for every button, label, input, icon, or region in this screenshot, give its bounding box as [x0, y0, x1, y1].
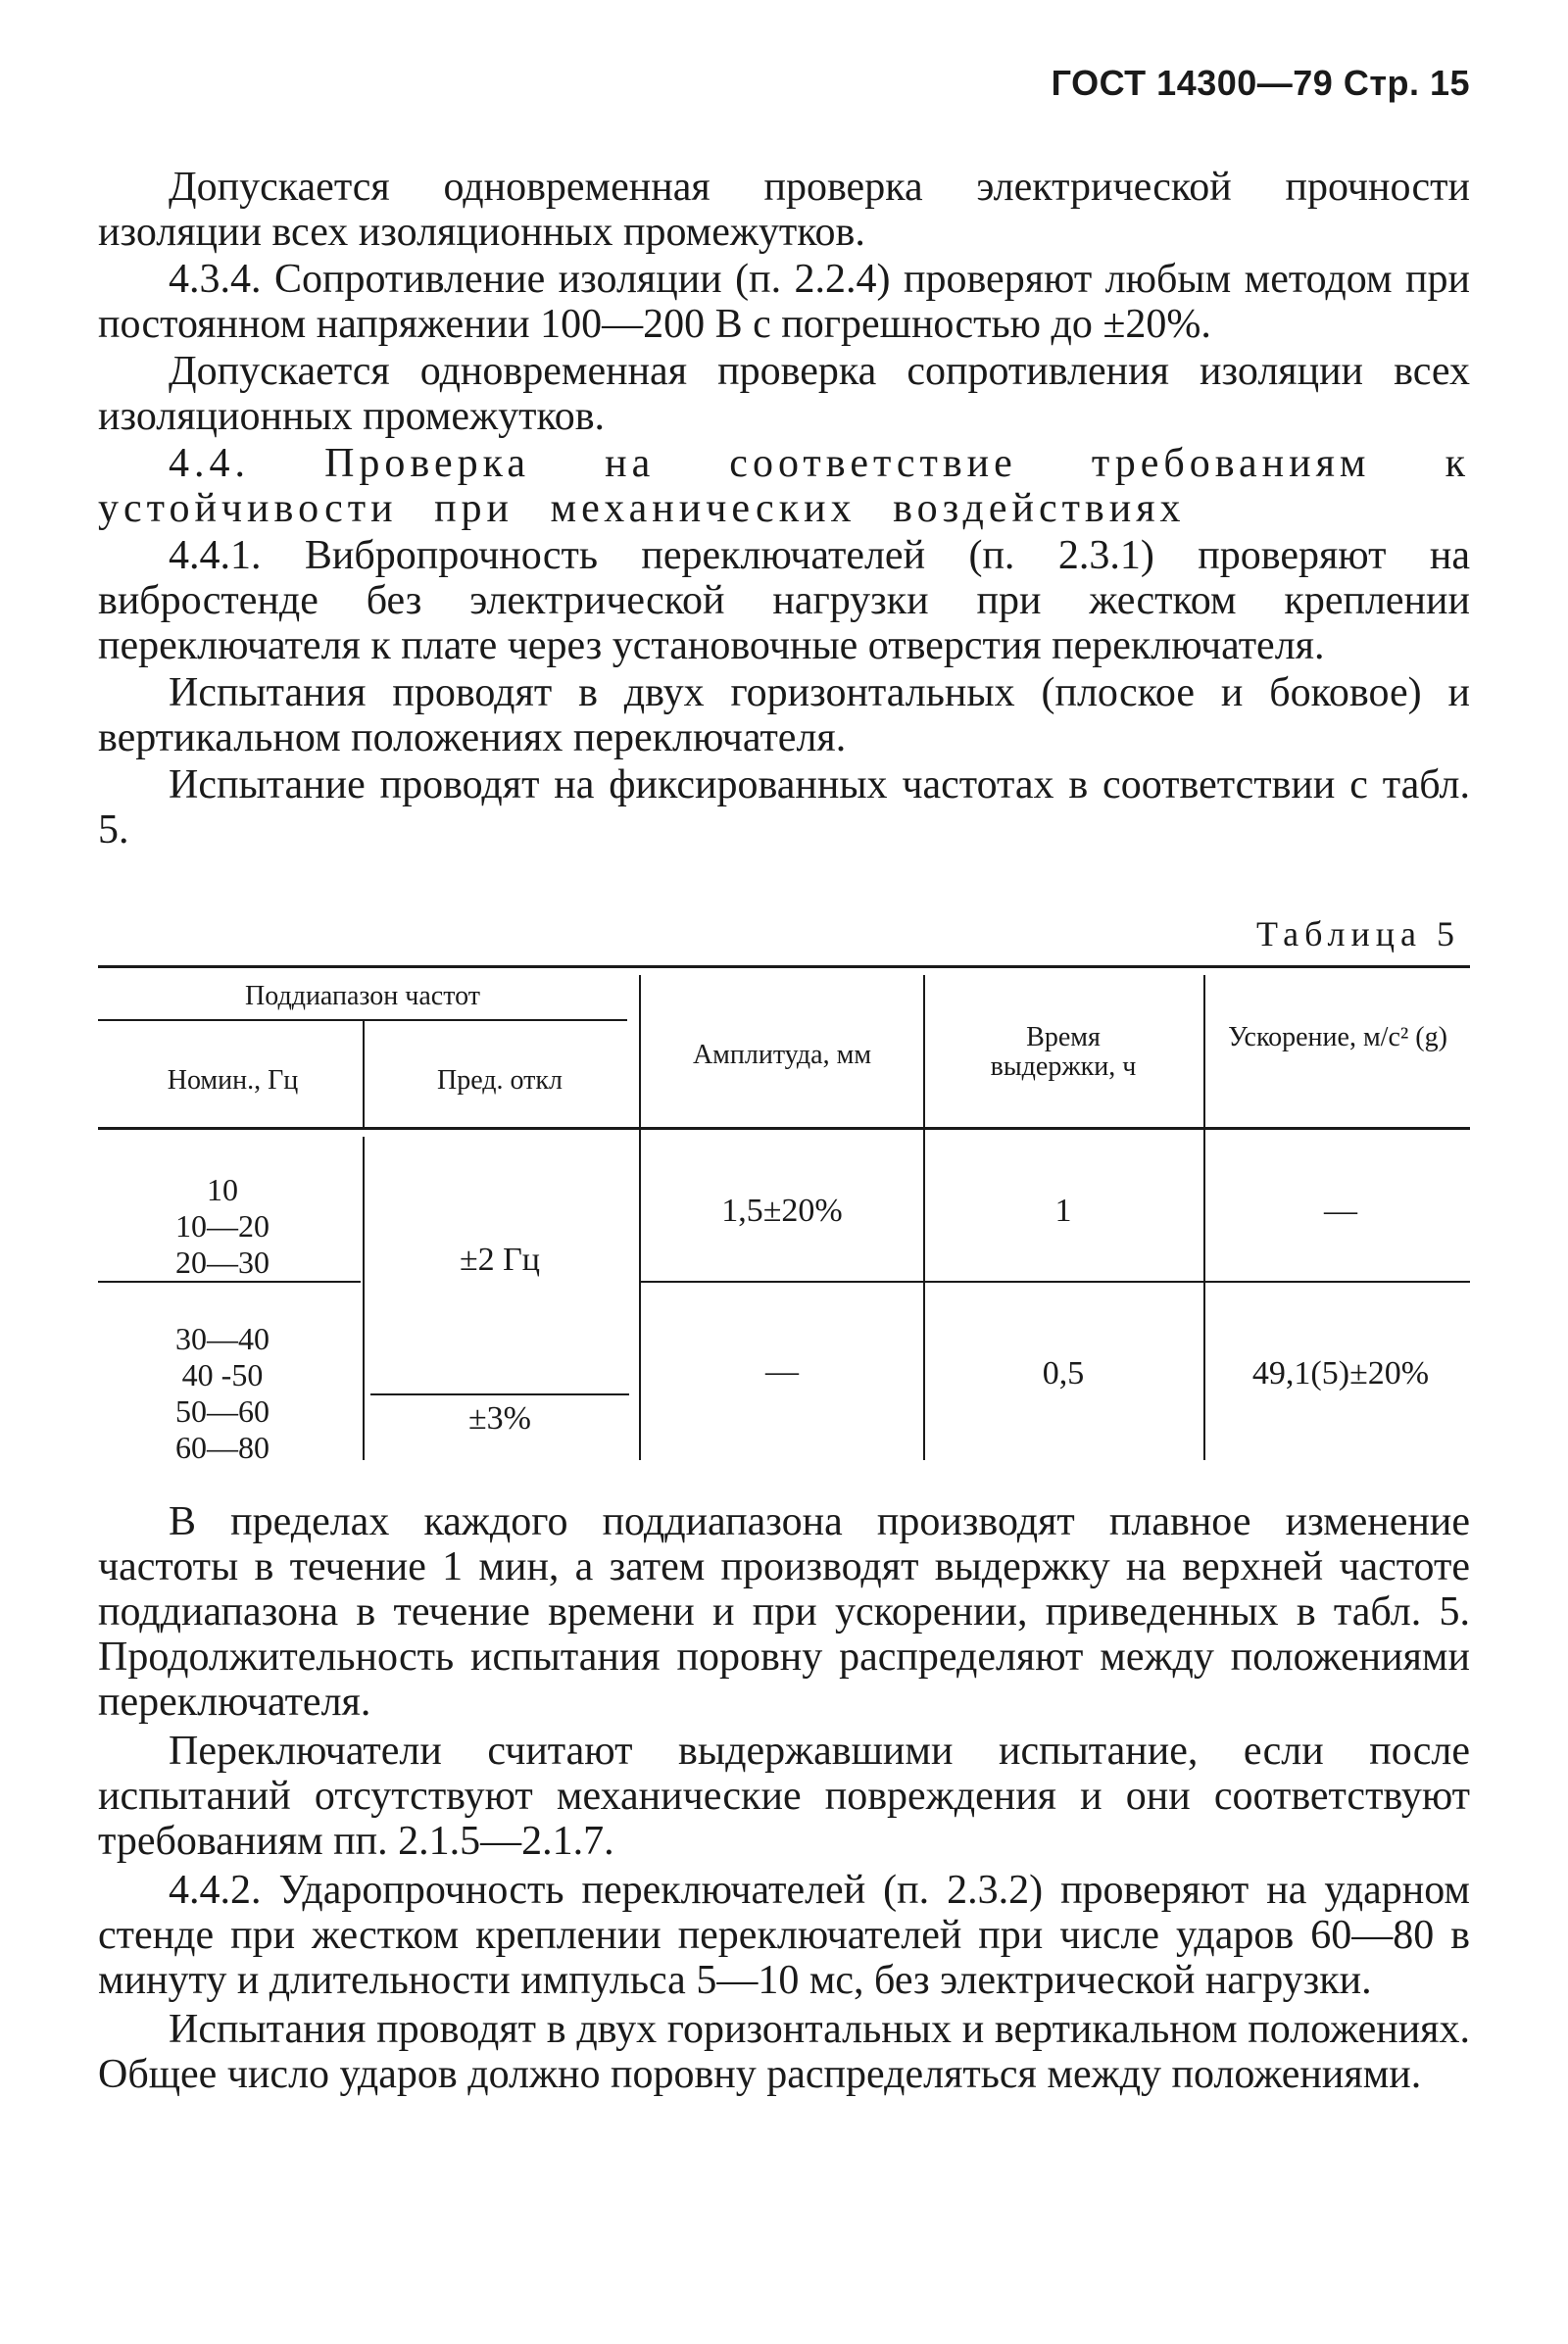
time-value: 1 — [1054, 1193, 1072, 1229]
amplitude-value: 1,5±20% — [721, 1193, 843, 1229]
frequency-value: 10—20 — [175, 1208, 270, 1244]
time-value: 0,5 — [1042, 1355, 1085, 1392]
frequency-value: 20—30 — [175, 1245, 270, 1280]
table-label: Таблица 5 — [1256, 914, 1460, 953]
table-col-rule — [639, 975, 641, 1460]
paragraph: 4.3.4. Сопротивление изоляции (п. 2.2.4) проверяют любым методом при постоянном напряжении 100—200 В с погрешностью до ±20%. — [98, 257, 1470, 347]
header-subrange: Поддиапазон частот — [245, 981, 480, 1011]
paragraph: Допускается одновременная проверка сопротивления изоляции всех изоляционных промежутков. — [98, 349, 1470, 439]
table-header-rule — [98, 1127, 1470, 1130]
frequency-value: 60—80 — [175, 1430, 270, 1465]
table-group-rule — [98, 1281, 361, 1283]
paragraph: В пределах каждого поддиапазона производят плавное изменение частоты в течение 1 мин, а затем производят выдержку на верхней частоте поддиапазона в течение времени и при ускорении, приведенных в табл. 5. Продолжительность испытания поровну распределяют между положениями переключателя. — [98, 1499, 1470, 1725]
table-col-rule — [363, 1137, 365, 1460]
frequency-value: 10 — [207, 1172, 238, 1207]
body-text-bottom — [98, 1499, 1470, 2101]
frequency-value: 50—60 — [175, 1393, 270, 1429]
paragraph: Допускается одновременная проверка электрической прочности изоляции всех изоляционных промежутков. — [98, 165, 1470, 255]
table-col-rule — [363, 1019, 365, 1127]
paragraph: Испытания проводят в двух горизонтальных и вертикальном положениях. Общее число ударов должно поровну распределяться между положениями. — [98, 2007, 1470, 2097]
paragraph: Переключатели считают выдержавшими испытание, если после испытаний отсутствуют механические повреждения и они соответствуют требованиям пп. 2.1.5—2.1.7. — [98, 1729, 1470, 1864]
table-subheader-rule — [98, 1019, 627, 1021]
table-top-rule — [98, 965, 1470, 968]
header-nominal: Номин., Гц — [167, 1065, 299, 1096]
acceleration-value: — — [1324, 1193, 1357, 1229]
body-text-top — [98, 165, 1470, 855]
header-deviation: Пред. откл — [437, 1065, 563, 1096]
deviation-3pct: ±3% — [468, 1400, 531, 1437]
frequency-value: 40 -50 — [181, 1357, 264, 1392]
paragraph: Испытания проводят в двух горизонтальных (плоское и боковое) и вертикальном положениях переключателя. — [98, 670, 1470, 760]
header-time: Время выдержки, ч — [990, 1022, 1137, 1082]
header-amplitude: Амплитуда, мм — [692, 1040, 872, 1070]
amplitude-value: — — [765, 1353, 799, 1390]
acceleration-value: 49,1(5)±20% — [1251, 1355, 1430, 1392]
paragraph: 4.4.2. Ударопрочность переключателей (п. 2.3.2) проверяют на ударном стенде при жестком креплении переключателей при числе ударов 60—80 в минуту и длительности импульса 5—10 мс, без электрической нагрузки. — [98, 1868, 1470, 2003]
table-col-rule — [1203, 975, 1205, 1460]
table-deviation-rule — [370, 1393, 629, 1395]
page-header: ГОСТ 14300—79 Стр. 15 — [1051, 63, 1470, 103]
paragraph: 4.4.1. Вибропрочность переключателей (п. 2.3.1) проверяют на вибростенде без электрической нагрузки при жестком креплении переключателя к плате через установочные отверстия переключателя. — [98, 533, 1470, 668]
table-col-rule — [923, 975, 925, 1460]
table-group-rule — [639, 1281, 1470, 1283]
section-heading: 4.4. Проверка на соответствие требованиям к устойчивости при механических воздействиях — [98, 441, 1470, 531]
deviation-2hz: ±2 Гц — [459, 1242, 540, 1278]
header-acceleration: Ускорение, м/с² (g) — [1228, 1022, 1447, 1052]
paragraph: Испытание проводят на фиксированных частотах в соответствии с табл. 5. — [98, 762, 1470, 853]
frequency-value: 30—40 — [175, 1321, 270, 1356]
